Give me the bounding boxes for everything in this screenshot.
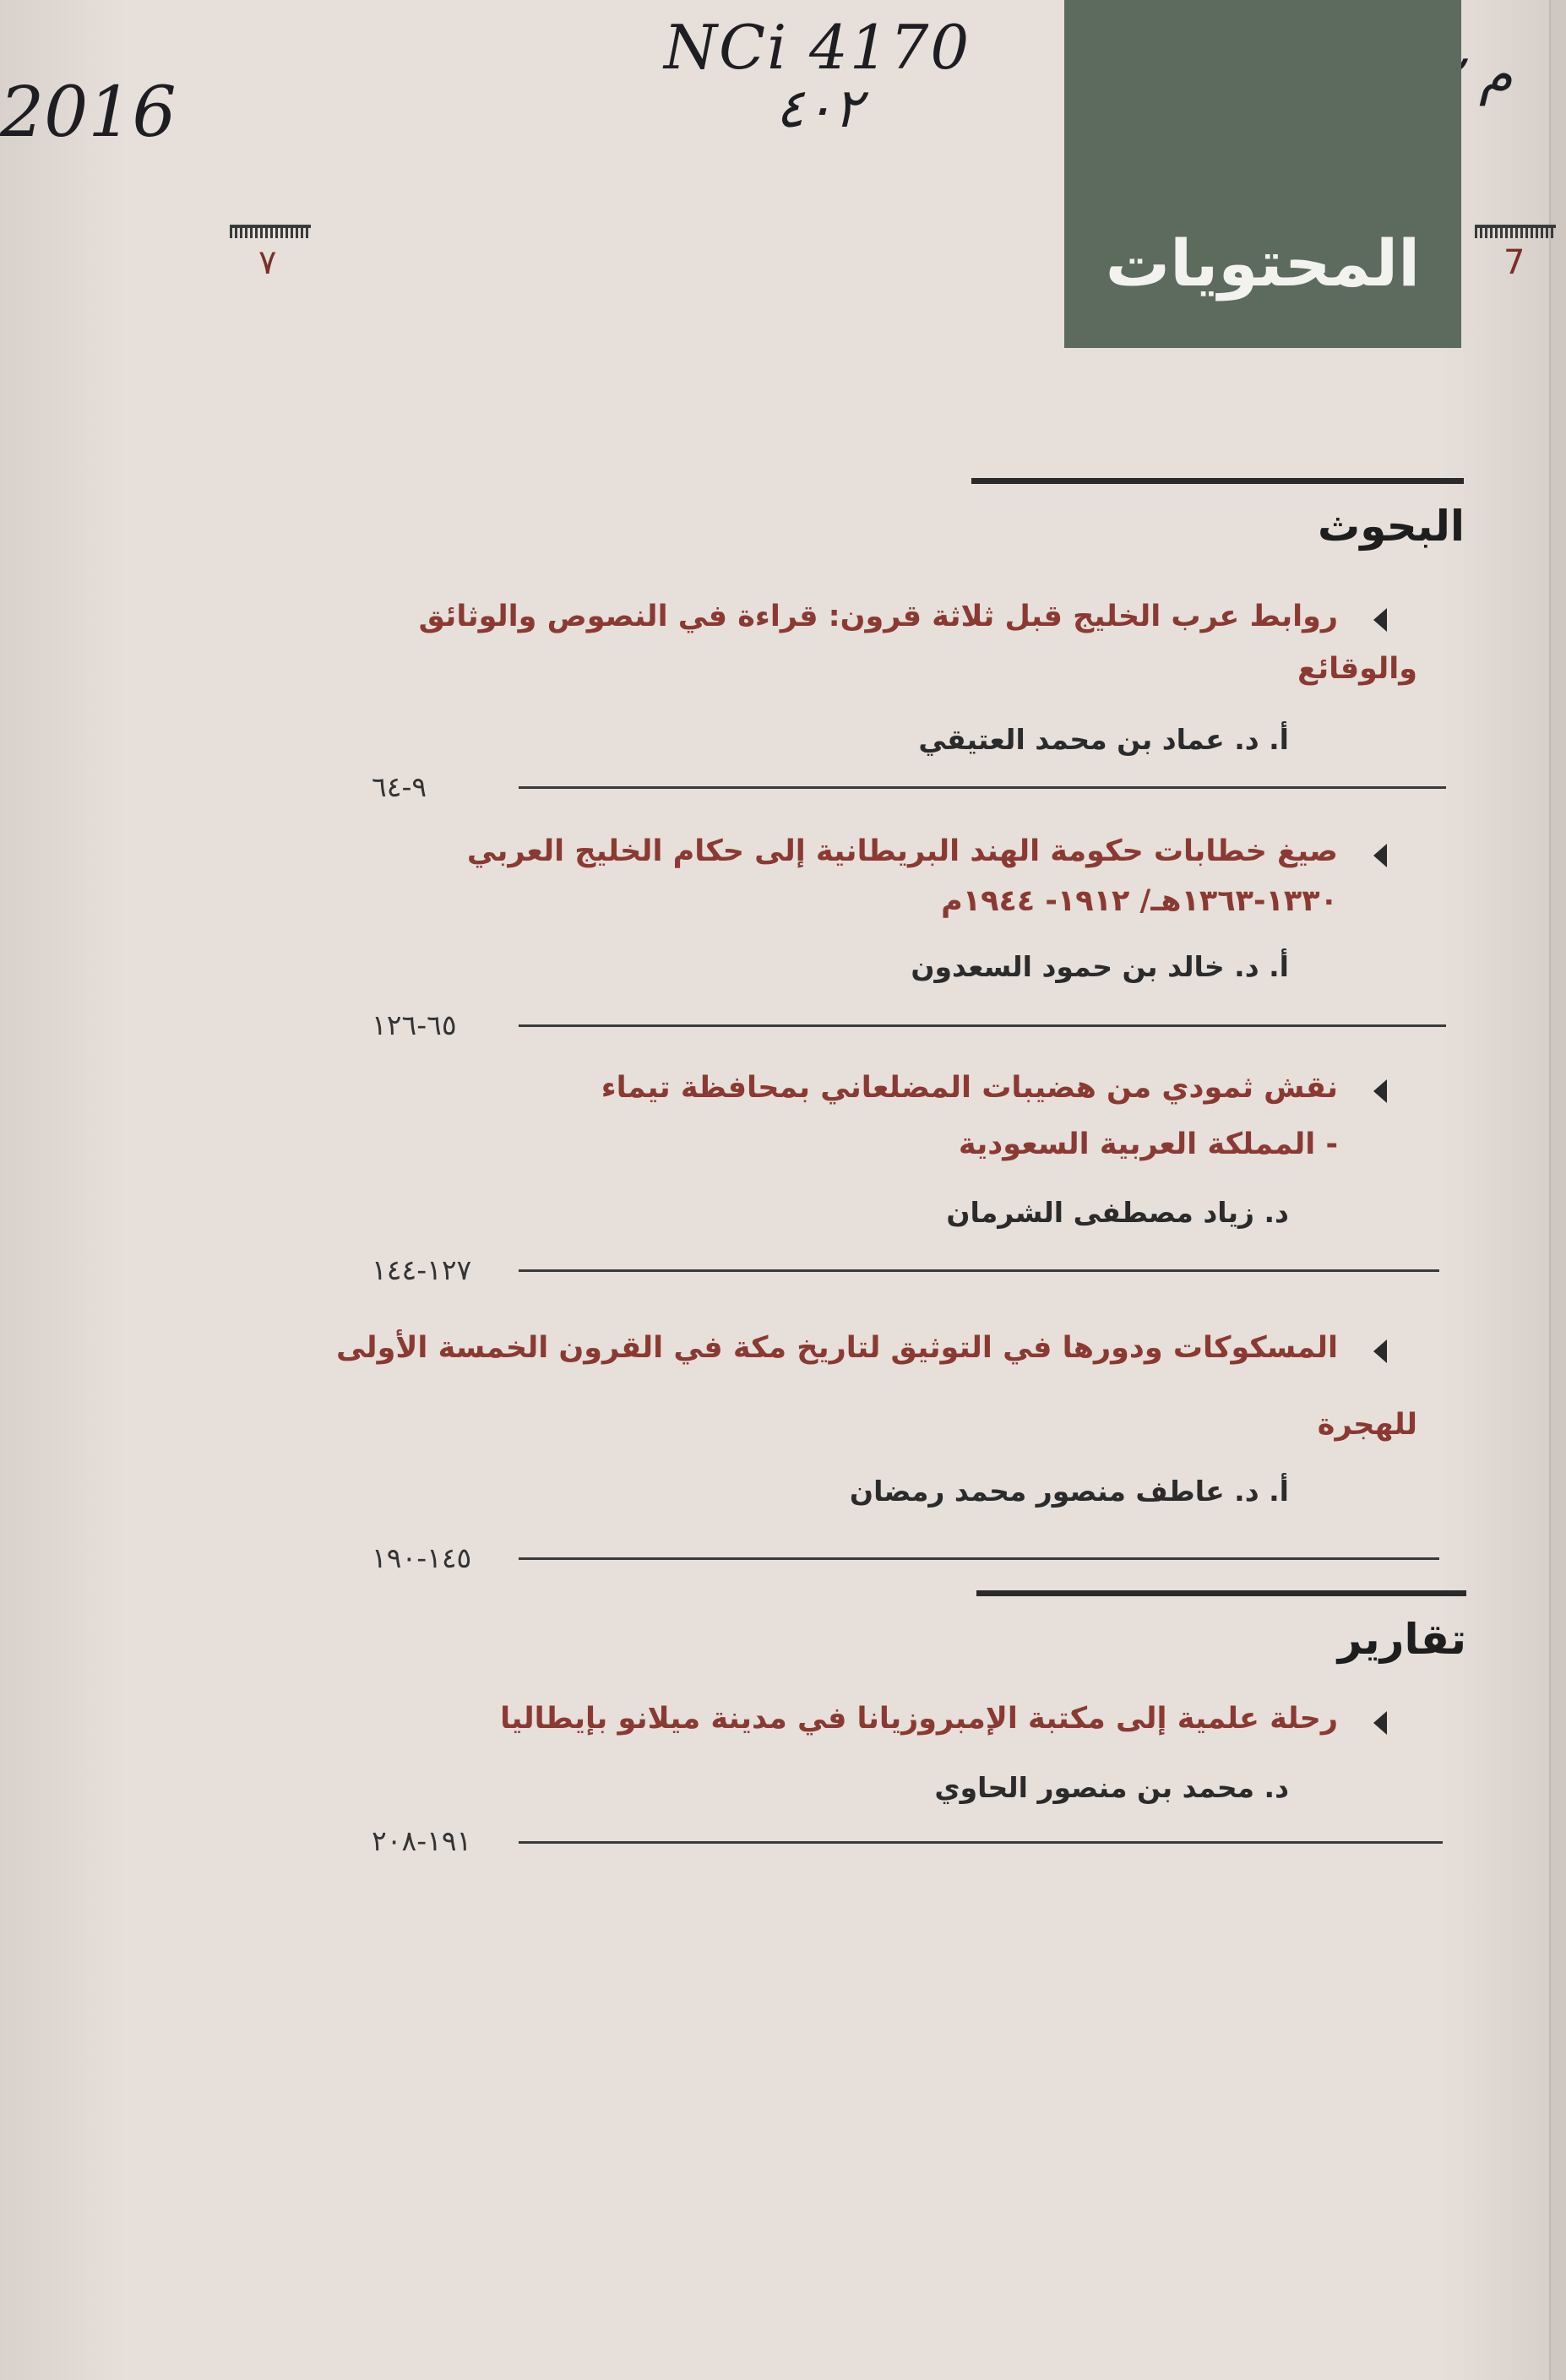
leader-line [519,1269,1439,1272]
section-title-research: البحوث [1318,502,1465,551]
entry-pages: ٩-٦٤ [372,770,427,803]
leader-line [519,1841,1443,1844]
entry-title-line2: ١٣٣٠-١٣٦٣هـ/ ١٩١٢- ١٩٤٤م [941,884,1338,918]
book-spine-edge [1549,0,1566,2380]
entry-pages: ١٤٥-١٩٠ [372,1541,472,1574]
handwritten-call-number: NCi 4170 [664,12,971,83]
bullet-arrow-icon [1373,1079,1387,1103]
entry-title-line1: نقش ثمودي من هضيبات المضلعاني بمحافظة تيماء [601,1071,1338,1105]
section-rule-reports [976,1590,1466,1596]
handwritten-year: 2016 [0,73,177,153]
bullet-arrow-icon [1373,844,1387,867]
entry-author: أ. د. عماد بن محمد العتيقي [918,723,1289,756]
bullet-arrow-icon [1373,1711,1387,1735]
page-title: المحتويات [1105,226,1421,301]
bullet-arrow-icon [1373,1339,1387,1363]
entry-title-line2: للهجرة [1317,1408,1417,1442]
section-title-reports: تقارير [1337,1615,1466,1664]
entry-pages: ٦٥-١٢٦ [372,1008,457,1041]
entry-author: د. زياد مصطفى الشرمان [946,1196,1289,1229]
bullet-arrow-icon [1373,608,1387,632]
handwritten-call-sub: ٤٠٢ [775,78,863,140]
folio-number-left: ٧ [258,243,277,282]
entry-title-line1: المسكوكات ودورها في التوثيق لتاريخ مكة في القرون الخمسة الأولى [336,1331,1338,1365]
leader-line [519,786,1446,789]
entry-author: أ. د. عاطف منصور محمد رمضان [849,1475,1289,1508]
contents-header-box [1064,0,1461,348]
folio-ornament-left [230,225,311,238]
entry-author: أ. د. خالد بن حمود السعدون [911,950,1289,983]
entry-author: د. محمد بن منصور الحاوي [934,1771,1289,1804]
entry-title-line2: - المملكة العربية السعودية [958,1128,1338,1161]
entry-pages: ١٢٧-١٤٤ [372,1253,472,1286]
folio-number-right: 7 [1503,243,1525,282]
section-rule-research [971,478,1464,484]
entry-title-line1: صيغ خطابات حكومة الهند البريطانية إلى حكام الخليج العربي [466,834,1338,868]
leader-line [519,1557,1439,1560]
leader-line [519,1024,1446,1027]
folio-ornament-right [1475,225,1556,238]
entry-title-line1: رحلة علمية إلى مكتبة الإمبروزيانا في مدينة ميلانو بإيطاليا [500,1702,1338,1736]
handwritten-side-note: م [1479,44,1513,106]
entry-title-line2: والوقائع [1297,652,1417,686]
entry-title-line1: روابط عرب الخليج قبل ثلاثة قرون: قراءة في النصوص والوثائق [418,600,1338,633]
entry-pages: ١٩١-٢٠٨ [372,1824,472,1857]
